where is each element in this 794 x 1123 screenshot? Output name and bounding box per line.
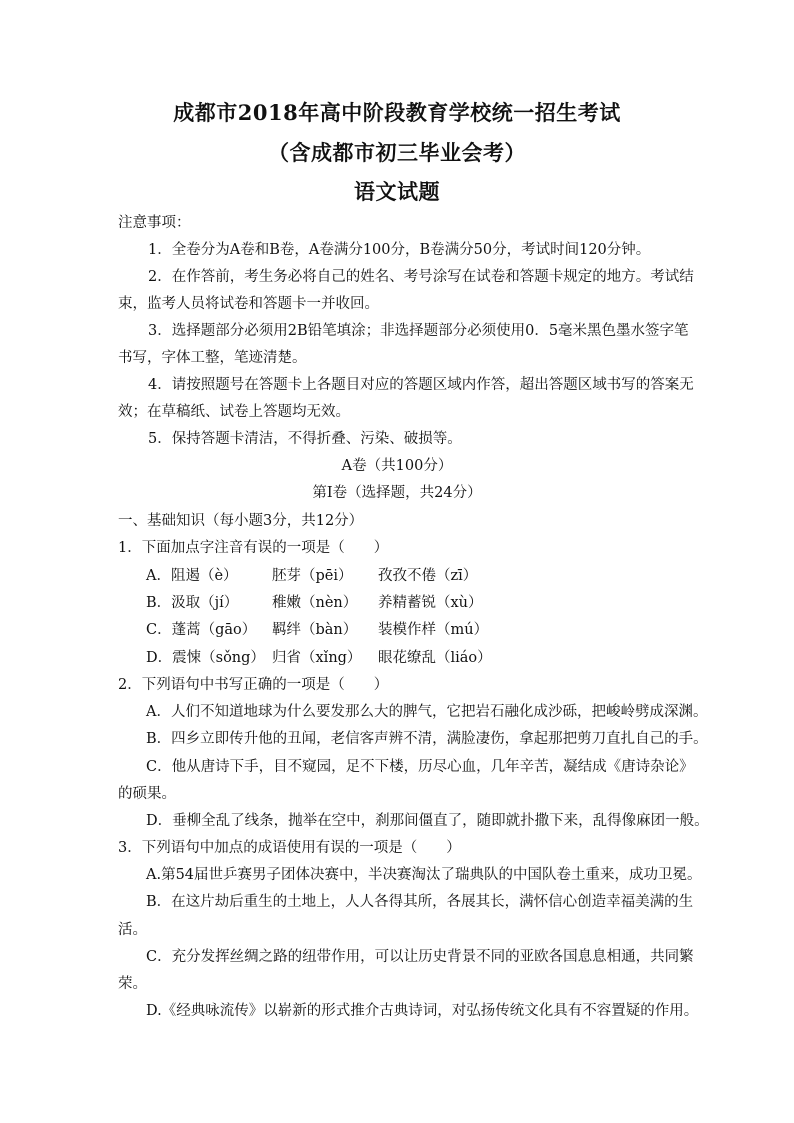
- q3-option-d: D.《经典咏流传》以崭新的形式推介古典诗词，对弘扬传统文化具有不容置疑的作用。: [146, 1003, 699, 1019]
- q2-option-c-cont: 的硕果。: [118, 786, 176, 802]
- q2-option-a: A．人们不知道地球为什么要发那么大的脾气，它把岩石融化成沙砾，把峻岭劈成深渊。: [146, 704, 708, 720]
- q1-option-b-1: B．汲取（jí）: [146, 595, 239, 611]
- part-1-title: 第Ⅰ卷（选择题，共24分）: [312, 485, 482, 501]
- notice-item-2-cont: 束，监考人员将试卷和答题卡一并收回。: [118, 296, 379, 312]
- q1-option-a-2: 胚芽（pēi）: [272, 568, 353, 584]
- q2-option-c: C．他从唐诗下手，目不窥园，足不下楼，历尽心血，几年辛苦，凝结成《唐诗杂论》: [146, 759, 694, 775]
- q3-option-b: B．在这片劫后重生的土地上，人人各得其所，各展其长，满怀信心创造幸福美满的生: [146, 894, 694, 910]
- q2-option-d: D．垂柳全乱了线条，抛举在空中，刹那间僵直了，随即就扑撒下来，乱得像麻团一般。: [146, 813, 709, 829]
- notice-item-3: 3．选择题部分必须用2B铅笔填涂；非选择题部分必须使用0．5毫米黑色墨水签字笔: [148, 323, 689, 339]
- q1-option-d-2: 归省（xǐng）: [272, 650, 362, 666]
- q1-option-b-3: 养精蓄锐（xù）: [378, 595, 483, 611]
- q2-option-b: B．四乡立即传升他的丑闻，老信客声辨不清，满脸凄伤，拿起那把剪刀直扎自己的手。: [146, 731, 708, 747]
- q1-option-d-3: 眼花缭乱（liáo）: [378, 650, 492, 666]
- q1-option-a-3: 孜孜不倦（zī）: [378, 568, 478, 584]
- notice-item-5: 5．保持答题卡清洁，不得折叠、污染、破损等。: [148, 431, 462, 447]
- q1-option-d-1: D．震悚（sǒng）: [146, 650, 265, 666]
- question-3-stem: 3．下列语句中加点的成语使用有误的一项是（ ）: [118, 840, 461, 856]
- notice-item-4: 4．请按照题号在答题卡上各题目对应的答题区域内作答，超出答题区域书写的答案无: [148, 377, 694, 393]
- q1-option-c-2: 羁绊（bàn）: [272, 622, 358, 638]
- exam-subtitle: （含成都市初三毕业会考）: [268, 140, 526, 165]
- notice-heading: 注意事项：: [118, 215, 191, 231]
- q1-option-b-2: 稚嫩（nèn）: [272, 595, 358, 611]
- q3-option-c: C．充分发挥丝绸之路的纽带作用，可以让历史背景不同的亚欧各国息息相通，共同繁: [146, 949, 694, 965]
- section-1-heading: 一、基础知识（每小题3分，共12分）: [118, 513, 364, 529]
- q1-option-c-1: C．蓬蒿（gāo）: [146, 622, 257, 638]
- volume-a-title: A卷（共100分）: [341, 458, 453, 474]
- q3-option-c-cont: 荣。: [118, 976, 147, 992]
- notice-item-2: 2．在作答前，考生务必将自己的姓名、考号涂写在试卷和答题卡规定的地方。考试结: [148, 269, 694, 285]
- notice-item-4-cont: 效；在草稿纸、试卷上答题均无效。: [118, 404, 350, 420]
- subject-title: 语文试题: [354, 179, 440, 204]
- exam-title: 成都市2018年高中阶段教育学校统一招生考试: [173, 100, 621, 125]
- notice-item-1: 1．全卷分为A卷和B卷，A卷满分100分，B卷满分50分，考试时间120分钟。: [148, 242, 651, 258]
- q1-option-c-3: 装模作样（mú）: [378, 622, 489, 638]
- question-1-stem: 1．下面加点字注音有误的一项是（ ）: [118, 540, 389, 556]
- q3-option-a: A.第54届世乒赛男子团体决赛中，半决赛淘汰了瑞典队的中国队卷土重来，成功卫冕。: [146, 867, 702, 883]
- question-2-stem: 2．下列语句中书写正确的一项是（ ）: [118, 677, 389, 693]
- q1-option-a-1: A．阻遏（è）: [146, 568, 238, 584]
- q3-option-b-cont: 活。: [118, 922, 147, 938]
- notice-item-3-cont: 书写，字体工整，笔迹清楚。: [118, 350, 307, 366]
